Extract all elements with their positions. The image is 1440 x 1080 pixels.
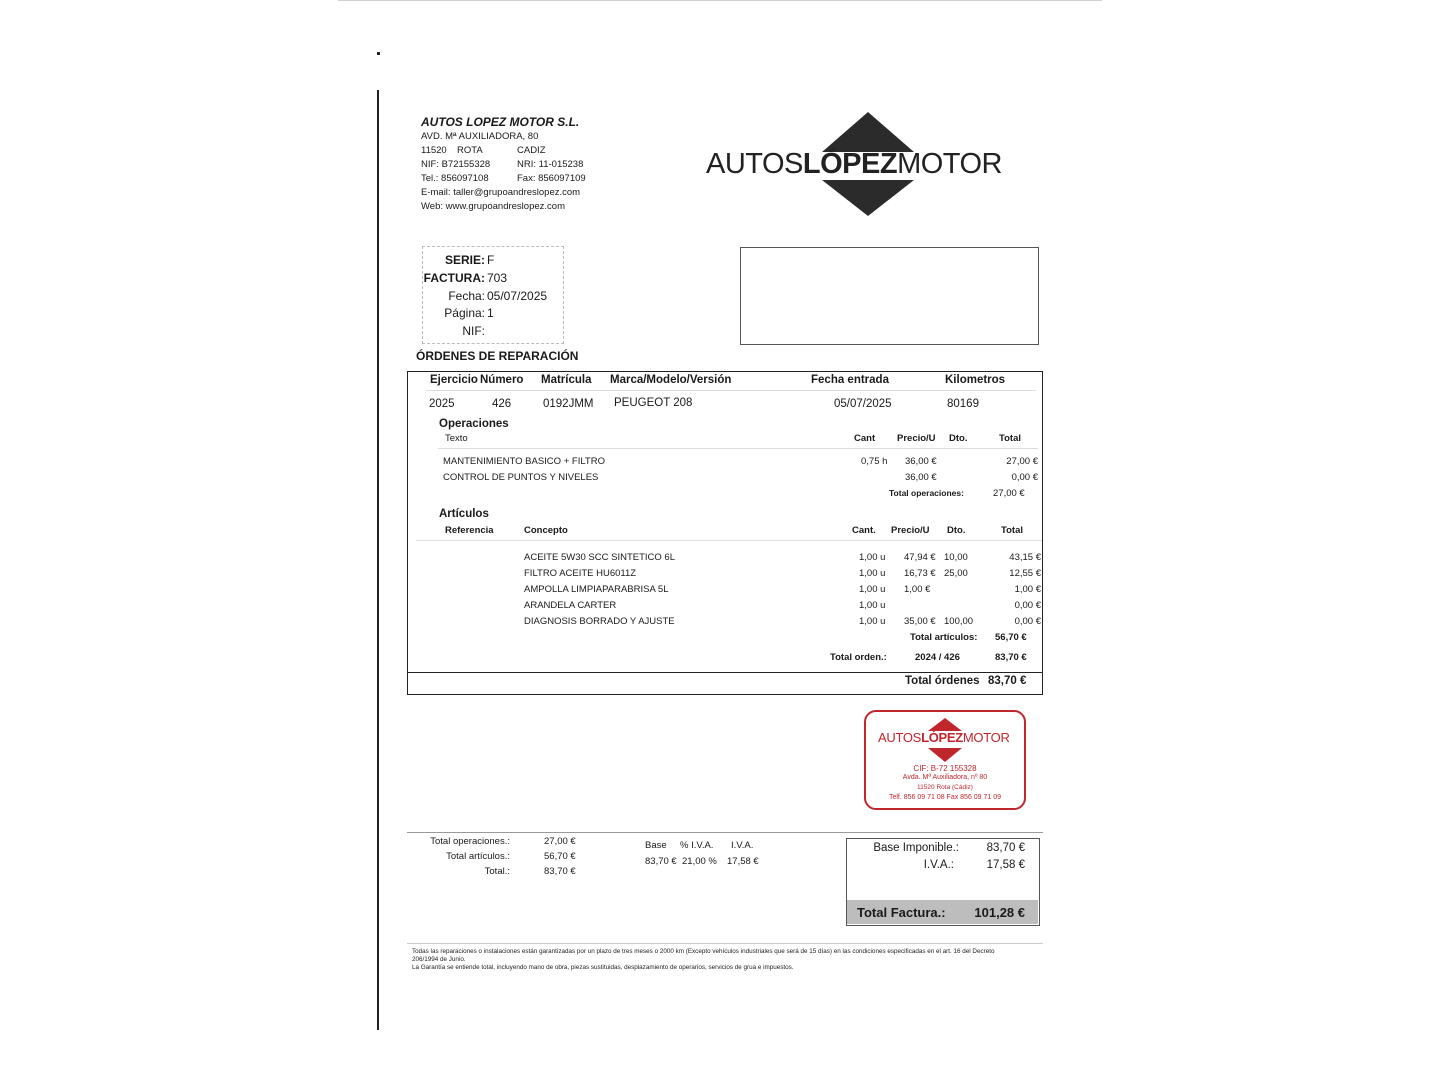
art-total-value: 56,70 €: [995, 632, 1027, 643]
art-row-5-precio: 35,00 €: [904, 616, 936, 627]
art-col-dto: Dto.: [947, 525, 966, 536]
vat-iva: 17,58 €: [727, 856, 759, 867]
op-row-1-cant: 0,75 h: [861, 456, 888, 467]
total-orden-label: Total orden.:: [830, 652, 887, 663]
art-row-3-precio: 1,00 €: [904, 584, 931, 595]
col-km: Kilometros: [945, 374, 1006, 386]
company-email: E-mail: taller@grupoandreslopez.com: [421, 187, 581, 198]
art-row-1-precio: 47,94 €: [904, 552, 936, 563]
art-row-2-total: 12,55 €: [1009, 568, 1041, 579]
art-col-concepto: Concepto: [524, 525, 568, 536]
op-row-2-total: 0,00 €: [1011, 472, 1038, 483]
left-margin-line: [377, 90, 379, 1030]
company-city-row: [421, 144, 586, 158]
factura-value: 703: [487, 271, 508, 285]
company-tel: Tel.: 856097108: [421, 173, 489, 184]
nif-label: NIF:: [462, 324, 485, 338]
company-fax: Fax: 856097109: [517, 173, 586, 184]
orders-title: ÓRDENES DE REPARACIÓN: [416, 349, 579, 363]
order-matricula: 0192JMM: [543, 398, 594, 410]
company-address: AVD. Mª AUXILIADORA, 80: [421, 131, 539, 142]
art-total-label: Total artículos:: [910, 632, 978, 643]
art-divider: [416, 540, 1042, 541]
op-row-1-total: 27,00 €: [1006, 456, 1038, 467]
logo-part1: AUTOS: [706, 148, 803, 180]
art-row-5-concepto: DIAGNOSIS BORRADO Y AJUSTE: [524, 616, 675, 627]
stamp-line3: 11520 Rota (Cádiz): [917, 784, 973, 791]
pagina-label: Página:: [444, 306, 485, 320]
art-row-2-cant: 1,00 u: [859, 568, 886, 579]
art-row-3-total: 1,00 €: [1014, 584, 1041, 595]
top-scan-line: [338, 0, 1102, 1]
sum-ops-label: Total operaciones.:: [430, 836, 510, 847]
company-phone-row: [421, 172, 586, 186]
company-province: CADIZ: [517, 145, 546, 156]
fecha-label: Fecha:: [448, 289, 485, 303]
col-matricula: Matrícula: [541, 374, 592, 386]
col-fecha-entrada: Fecha entrada: [811, 374, 889, 386]
op-row-1-precio: 36,00 €: [905, 456, 937, 467]
summary-top-line: [407, 832, 1043, 833]
base-imponible-value: 83,70 €: [986, 842, 1025, 854]
company-cp: 11520: [421, 145, 447, 156]
vat-base: 83,70 €: [645, 856, 677, 867]
company-web: Web: www.grupoandreslopez.com: [421, 201, 565, 212]
fecha-value: 05/07/2025: [487, 289, 548, 303]
stamp-part2: LÓPEZ: [921, 730, 963, 745]
art-col-precio: Precio/U: [891, 525, 930, 536]
company-stamp: [864, 710, 1026, 810]
legal-line3: La Garantía se entiende total, incluyendo mano de obra, piezas sustituidas, desplazamiento de operarios, servicios de grua e impuestos.: [412, 964, 794, 971]
iva-value: 17,58 €: [986, 859, 1025, 871]
sum-ops-value: 27,00 €: [544, 836, 576, 847]
stamp-logo-text: [878, 730, 1010, 745]
header-divider: [426, 390, 1036, 391]
orders-table: [407, 371, 1043, 673]
order-ejercicio: 2025: [429, 398, 455, 410]
legal-top-line: [407, 943, 1043, 944]
art-row-3-cant: 1,00 u: [859, 584, 886, 595]
art-row-3-concepto: AMPOLLA LIMPIAPARABRISA 5L: [524, 584, 669, 595]
total-orden-ref: 2024 / 426: [915, 652, 960, 663]
order-km: 80169: [947, 398, 979, 410]
total-factura-value: 101,28 €: [974, 905, 1025, 920]
stamp-line4: Telf. 856 09 71 08 Fax 856 09 71 09: [888, 794, 1002, 801]
art-col-total: Total: [1001, 525, 1023, 536]
base-imponible-label: Base Imponible.:: [873, 842, 959, 854]
articles-title: Artículos: [439, 508, 489, 520]
serie-value: F: [487, 253, 495, 267]
op-row-2-texto: CONTROL DE PUNTOS Y NIVELES: [443, 472, 599, 483]
stamp-line1: CIF: B-72 155328: [913, 764, 977, 773]
op-row-1-texto: MANTENIMIENTO BASICO + FILTRO: [443, 456, 605, 467]
order-fecha-entrada: 05/07/2025: [834, 398, 892, 410]
op-divider: [438, 448, 1038, 449]
legal-text: [412, 948, 1042, 972]
company-nif-row: [421, 158, 586, 172]
art-row-1-total: 43,15 €: [1009, 552, 1041, 563]
stamp-part1: AUTOS: [878, 730, 922, 745]
vat-pct: 21,00 %: [682, 856, 717, 867]
stamp-line2: Avda. Mª Auxiliadora, nº 80: [902, 774, 988, 781]
col-marca: Marca/Modelo/Versión: [610, 374, 732, 386]
op-col-texto: Texto: [445, 433, 468, 444]
company-nri: NRI: 11-015238: [517, 159, 584, 170]
operations-title: Operaciones: [439, 418, 509, 430]
total-factura-label: Total Factura.:: [857, 905, 946, 920]
art-col-cant: Cant.: [852, 525, 876, 536]
op-col-cant: Cant: [854, 433, 876, 444]
pagina-value: 1: [487, 306, 494, 320]
art-row-1-cant: 1,00 u: [859, 552, 886, 563]
art-row-2-dto: 25,00: [944, 568, 968, 579]
factura-label: FACTURA:: [423, 271, 485, 285]
art-col-referencia: Referencia: [445, 525, 494, 536]
order-numero: 426: [492, 398, 512, 410]
company-city: ROTA: [457, 145, 483, 156]
total-ordenes-value: 83,70 €: [988, 675, 1027, 687]
art-row-5-total: 0,00 €: [1014, 616, 1041, 627]
company-info: [421, 114, 586, 214]
stamp-part3: MOTOR: [962, 730, 1010, 745]
art-row-2-precio: 16,73 €: [904, 568, 936, 579]
scan-dot: [377, 52, 380, 55]
vat-col-pct: % I.V.A.: [680, 840, 714, 851]
order-marca: PEUGEOT 208: [614, 397, 693, 409]
col-numero: Número: [480, 374, 524, 386]
col-ejercicio: Ejercicio: [430, 374, 478, 386]
op-col-dto: Dto.: [949, 433, 968, 444]
art-row-1-concepto: ACEITE 5W30 SCC SINTETICO 6L: [524, 552, 675, 563]
logo-text: [706, 148, 1002, 181]
vat-col-base: Base: [645, 840, 667, 851]
iva-label: I.V.A.:: [923, 859, 954, 871]
serie-label: SERIE:: [444, 253, 485, 267]
op-total-value: 27,00 €: [993, 488, 1025, 499]
sum-total-value: 83,70 €: [544, 866, 576, 877]
art-row-2-concepto: FILTRO ACEITE HU6011Z: [524, 568, 637, 579]
legal-line1: Todas las reparaciones o instalaciones están garantizadas por un plazo de tres meses o 2000 km (Excepto vehículos industriales que será de 15 días) en las condiciones especificadas en el art. 16 del Decreto: [412, 948, 995, 955]
client-box: [740, 247, 1039, 345]
company-nif: NIF: B72155328: [421, 159, 491, 170]
company-logo: [700, 110, 1036, 218]
total-ordenes-row: [407, 672, 1043, 695]
op-col-total: Total: [999, 433, 1021, 444]
legal-line2: 206/1994 de Junio.: [412, 956, 466, 963]
art-row-4-concepto: ARANDELA CARTER: [524, 600, 617, 611]
vat-col-iva: I.V.A.: [731, 840, 754, 851]
logo-part3: MOTOR: [897, 148, 1002, 180]
sum-art-label: Total artículos.:: [446, 851, 510, 862]
op-col-precio: Precio/U: [897, 433, 936, 444]
total-ordenes-label: Total órdenes: [905, 675, 980, 687]
art-row-4-total: 0,00 €: [1014, 600, 1041, 611]
sum-art-value: 56,70 €: [544, 851, 576, 862]
company-name: AUTOS LOPEZ MOTOR S.L.: [421, 115, 580, 129]
op-row-2-precio: 36,00 €: [905, 472, 937, 483]
art-row-1-dto: 10,00: [944, 552, 968, 563]
invoice-info-box: [422, 246, 564, 344]
total-orden-value: 83,70 €: [995, 652, 1027, 663]
art-row-5-dto: 100,00: [944, 616, 974, 627]
art-row-4-cant: 1,00 u: [859, 600, 886, 611]
op-total-label: Total operaciones:: [889, 488, 964, 498]
sum-total-label: Total.:: [484, 866, 510, 877]
art-row-5-cant: 1,00 u: [859, 616, 886, 627]
logo-part2: LÓPEZ: [802, 148, 898, 180]
